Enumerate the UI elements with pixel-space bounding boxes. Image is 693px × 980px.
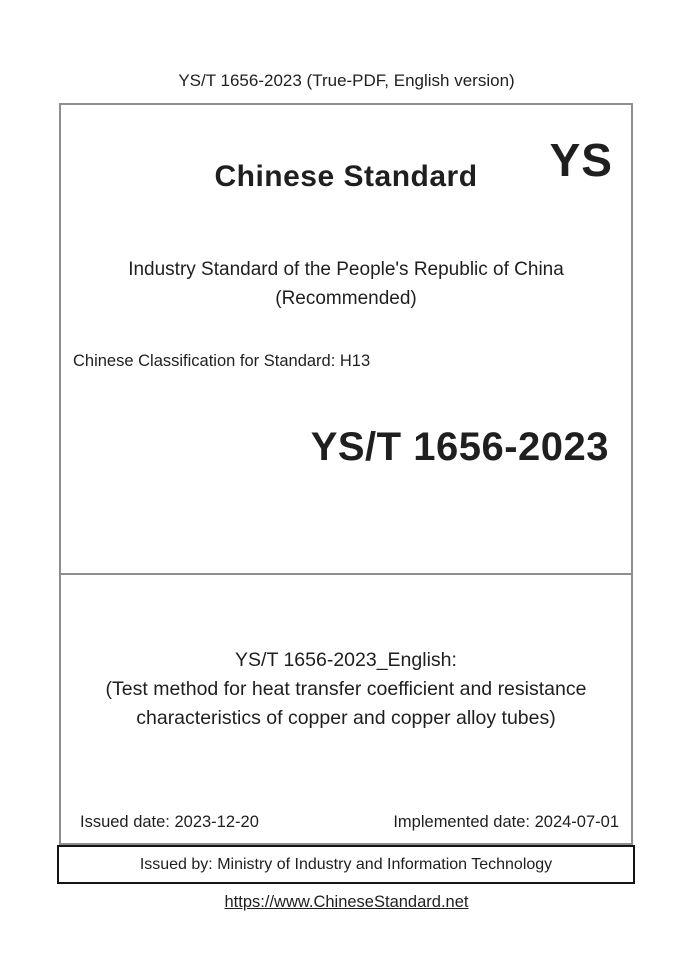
implemented-date: Implemented date: 2024-07-01 xyxy=(393,813,619,831)
classification-line: Chinese Classification for Standard: H13 xyxy=(73,352,371,370)
english-title-line-3: characteristics of copper and copper alloy tubes) xyxy=(136,707,556,729)
website-link[interactable]: https://www.ChineseStandard.net xyxy=(224,893,469,911)
english-title-line-2: (Test method for heat transfer coefficient and resistance xyxy=(105,678,587,700)
cover-box xyxy=(59,103,633,845)
issuer-text: Issued by: Ministry of Industry and Information Technology xyxy=(139,855,553,873)
standard-number: YS/T 1656-2023 xyxy=(310,425,609,469)
section-divider xyxy=(59,573,633,575)
english-title-line-1: YS/T 1656-2023_English: xyxy=(235,649,457,671)
subtitle-block xyxy=(61,255,631,313)
english-title-block xyxy=(61,646,631,733)
subtitle-line-2: (Recommended) xyxy=(275,288,417,309)
standard-body-code: YS xyxy=(549,134,613,186)
footer xyxy=(0,892,693,913)
subtitle-line-1: Industry Standard of the People's Republic of China xyxy=(128,259,564,280)
dates-row xyxy=(61,811,631,833)
issuer-box xyxy=(57,845,635,884)
brand-title: Chinese Standard xyxy=(214,160,478,193)
issued-date: Issued date: 2023-12-20 xyxy=(80,813,259,831)
document-header-title: YS/T 1656-2023 (True-PDF, English version) xyxy=(178,71,515,90)
